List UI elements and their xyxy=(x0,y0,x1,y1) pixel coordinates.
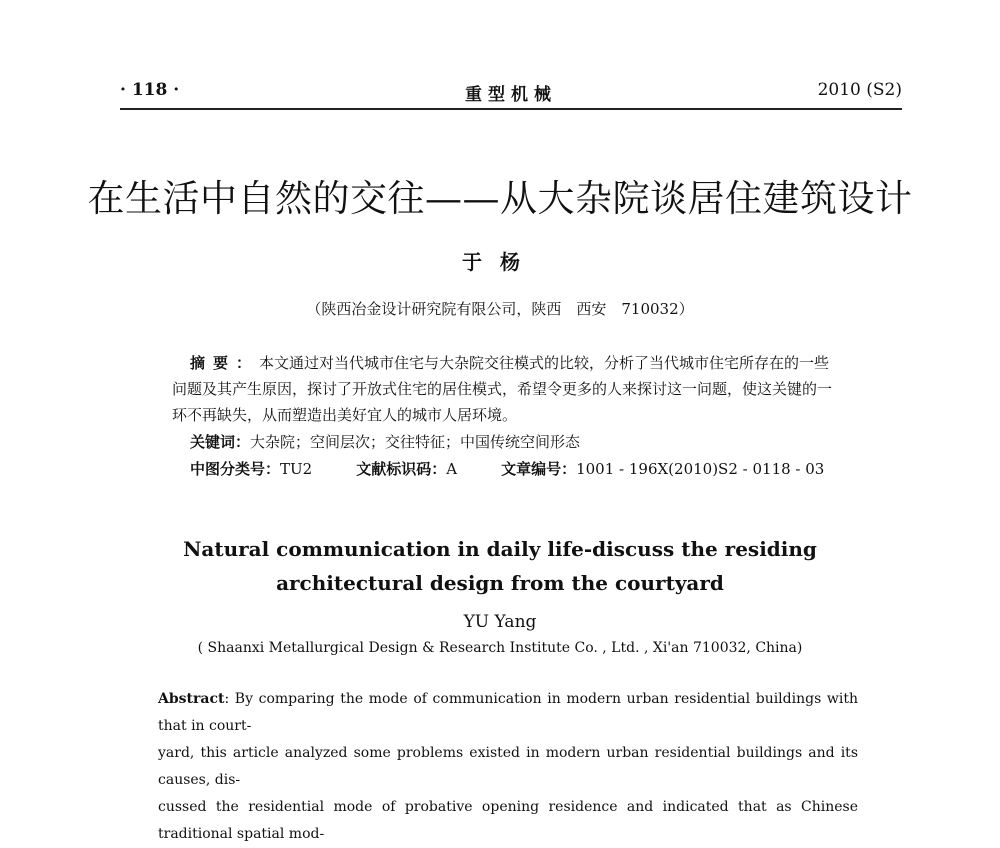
english-title-line-2: architectural design from the courtyard xyxy=(276,571,724,595)
doc-code-value: A xyxy=(446,460,458,478)
english-abstract-line-2: yard, this article analyzed some problems existed in modern urban residential buildings and its causes, dis- xyxy=(158,745,858,788)
clc-label: 中图分类号： xyxy=(190,460,281,478)
english-abstract xyxy=(158,686,858,848)
chinese-abstract-line-2: 问题及其产生原因，探讨了开放式住宅的居住模式，希望令更多的人来探讨这一问题，使这关键的一 xyxy=(172,380,833,398)
english-abstract-label: Abstract xyxy=(158,691,225,707)
chinese-author: 于杨 xyxy=(462,250,538,274)
issue-label: 2010 (S2) xyxy=(817,80,902,100)
chinese-title: 在生活中自然的交往——从大杂院谈居住建筑设计 xyxy=(87,177,913,220)
page-number: · 118 · xyxy=(120,80,180,100)
chinese-keywords xyxy=(190,431,580,452)
english-abstract-line-3: cussed the residential mode of probative opening residence and indicated that as Chinese traditional spatial mod- xyxy=(158,799,858,842)
keywords-value: 大杂院；空间层次；交往特征；中国传统空间形态 xyxy=(250,433,581,451)
running-header xyxy=(120,72,902,110)
chinese-abstract xyxy=(172,350,862,428)
chinese-abstract-label: 摘要： xyxy=(190,354,260,372)
article-no-value: 1001 - 196X(2010)S2 - 0118 - 03 xyxy=(576,460,825,478)
doc-code-label: 文献标识码： xyxy=(356,460,447,478)
chinese-affiliation: （陕西冶金设计研究院有限公司，陕西 西安 710032） xyxy=(306,300,694,318)
keywords-label: 关键词： xyxy=(190,433,251,451)
english-affiliation: ( Shaanxi Metallurgical Design & Research Institute Co. , Ltd. , Xi'an 710032, China) xyxy=(197,640,803,656)
english-abstract-line-1: Abstract: By comparing the mode of communication in modern urban residential buildings with that in court- xyxy=(158,691,858,734)
clc-value: TU2 xyxy=(280,460,313,478)
journal-name: 重型机械 xyxy=(465,85,557,105)
english-title xyxy=(0,532,1000,600)
article-no-label: 文章编号： xyxy=(501,460,577,478)
classification-line xyxy=(190,458,824,479)
english-author: YU Yang xyxy=(463,612,537,632)
english-title-line-1: Natural communication in daily life-discuss the residing xyxy=(183,537,817,561)
chinese-abstract-line-1: 摘要：本文通过对当代城市住宅与大杂院交往模式的比较，分析了当代城市住宅所存在的一些 xyxy=(190,354,830,372)
chinese-abstract-line-3: 环不再缺失，从而塑造出美好宜人的城市人居环境。 xyxy=(172,406,518,424)
